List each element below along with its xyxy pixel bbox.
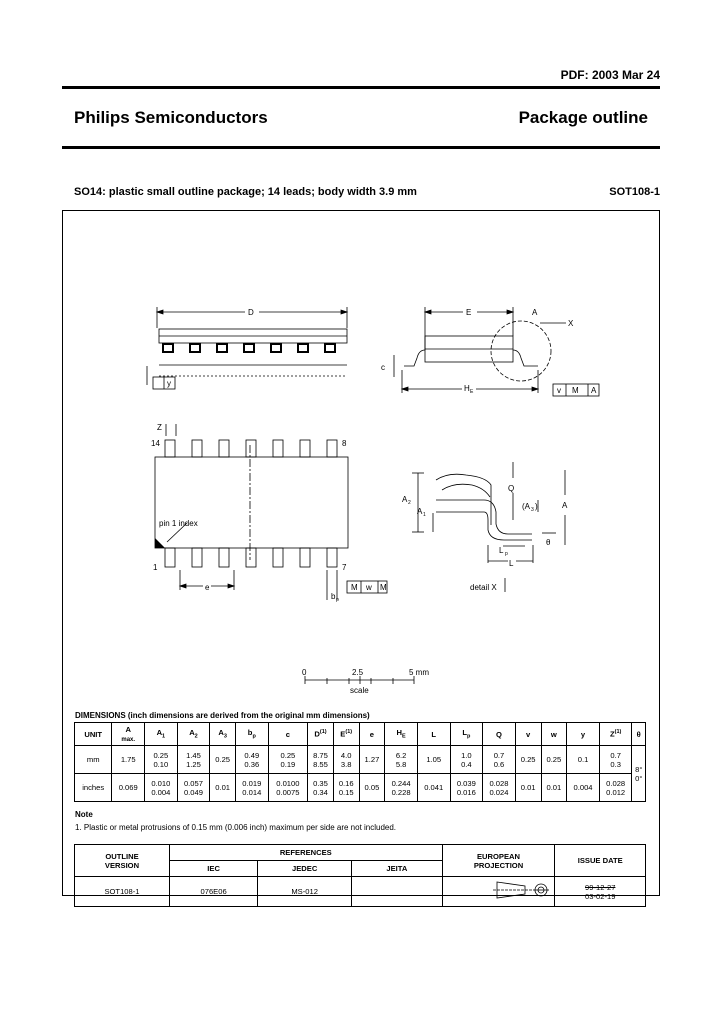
dim-cell: 0.49 0.36 [236,746,269,774]
label-theta-detail: θ [546,538,551,547]
dim-header-17: $Z^{(1)}$ [599,723,632,746]
dim-cell: 0.010 0.004 [145,774,178,802]
dim-cell: 0.35 0.34 [308,774,334,802]
dim-cell: 1.75 [112,746,145,774]
outline-version-value: SOT108-1 [75,877,170,907]
label-a1-sub: 1 [423,512,426,518]
dim-row [75,746,646,774]
issue-date-new: 03-02-19 [585,891,616,901]
label-v-box: v [557,386,561,395]
dim-header-13: Q [483,723,516,746]
jeita-value [352,877,443,907]
label-q: Q [508,484,515,493]
label-c: c [381,363,385,372]
label-m-box-2: M [351,583,358,592]
label-d: D [248,308,254,317]
note-text: 1. Plastic or metal protrusions of 0.15 mm (0.006 inch) maximum per side are not included. [75,823,397,832]
dim-cell: 0.039 0.016 [450,774,483,802]
jedec-value: MS-012 [258,877,352,907]
dim-cell: 0.028 0.012 [599,774,632,802]
dim-cell: 0.01 [515,774,541,802]
detail-x [412,462,565,592]
dim-header-8: $E^{(1)}$ [333,723,359,746]
dim-cell: 0.1 [567,746,600,774]
label-pin1: 1 [153,563,158,572]
dim-cell: 0.069 [112,774,145,802]
label-detail-x: detail X [470,583,497,592]
dim-cell: 0.004 [567,774,600,802]
dim-header-15: w [541,723,567,746]
dim-header-1: A max. [112,723,145,746]
dim-header-3: $A_2$ [177,723,210,746]
dim-cell: 0.244 0.228 [385,774,418,802]
scale-tick-0: 0 [302,668,307,677]
issue-date-cell [555,877,646,907]
label-a3-sub: 3 [531,507,534,513]
dim-header-11: L [417,723,450,746]
label-pin8: 8 [342,439,347,448]
label-a-box: A [591,386,597,395]
dim-cell: 0.0100 0.0075 [268,774,308,802]
dim-header-10: $H_E$ [385,723,418,746]
note-heading: Note [75,810,93,819]
theta-cell [632,746,646,802]
dimensions-table [74,722,646,802]
dim-cell: 0.01 [541,774,567,802]
dim-cell: 0.041 [417,774,450,802]
label-m-box: M [572,386,579,395]
label-pin7: 7 [342,563,347,572]
company-name: Philips Semiconductors [74,108,268,127]
label-a-end: A [532,308,538,317]
dim-cell: 1.27 [359,746,385,774]
label-bp-sub: p [336,597,339,603]
package-code: SOT108-1 [609,186,660,198]
pdf-date: PDF: 2003 Mar 24 [560,68,660,82]
dim-cell: 0.05 [359,774,385,802]
dim-header-16: y [567,723,600,746]
iec-value: 076E06 [169,877,257,907]
issue-date-header: ISSUE DATE [555,845,646,877]
label-e-pitch: e [205,583,210,592]
dim-cell: inches [75,774,112,802]
dim-header-12: $L_p$ [450,723,483,746]
label-pin14: 14 [151,439,160,448]
iec-header: IEC [169,861,257,877]
issue-date-old: 99-12-27 [585,882,616,892]
dim-cell: 0.25 0.10 [145,746,178,774]
label-a2: A [402,495,408,504]
dim-cell: 0.01 [210,774,236,802]
dim-cell: 0.057 0.049 [177,774,210,802]
dim-header-2: $A_1$ [145,723,178,746]
dim-cell: 0.25 0.19 [268,746,308,774]
label-e: E [466,308,472,317]
label-y: y [167,379,171,388]
scale-bar [305,676,414,684]
label-a3-close: ) [535,502,538,511]
dim-cell: 1.45 1.25 [177,746,210,774]
scale-label: scale [350,686,369,695]
dim-row [75,774,646,802]
dim-cell: 0.7 0.6 [483,746,516,774]
dim-header-14: v [515,723,541,746]
top-view [155,424,387,600]
dimensions-title: DIMENSIONS (inch dimensions are derived from the original mm dimensions) [75,711,370,720]
outline-version-header: OUTLINE VERSION [75,845,170,877]
label-a2-sub: 2 [408,500,411,506]
dim-cell: 0.25 [515,746,541,774]
label-lp-sub: p [505,551,508,557]
label-a1: A [417,507,423,516]
dim-header-4: $A_3$ [210,723,236,746]
label-a3: (A [522,502,530,511]
dim-header-7: $D^{(1)}$ [308,723,334,746]
label-l: L [509,559,514,568]
dim-header-9: e [359,723,385,746]
dim-header-5: $b_p$ [236,723,269,746]
dim-cell: 8.75 8.55 [308,746,334,774]
label-he-sub: E [470,389,474,395]
document-type: Package outline [518,108,648,127]
references-header: REFERENCES [169,845,442,861]
jedec-header: JEDEC [258,861,352,877]
dim-cell: 4.0 3.8 [333,746,359,774]
label-he: H [464,384,470,393]
dim-cell: 0.25 [210,746,236,774]
dim-cell: 1.0 0.4 [450,746,483,774]
theta-max: 8° [635,764,643,774]
label-x: X [568,319,574,328]
dim-cell: 0.25 [541,746,567,774]
label-z: Z [157,423,162,432]
projection-header: EUROPEAN PROJECTION [442,845,555,877]
dim-cell: 6.2 5.8 [385,746,418,774]
package-title: SO14: plastic small outline package; 14 leads; body width 3.9 mm [74,186,417,198]
label-m-box-3: M [380,583,387,592]
label-lp: L [499,546,504,555]
label-w-box: w [366,583,372,592]
dim-cell: mm [75,746,112,774]
theta-min: 0° [635,773,643,783]
dim-header-18: θ [632,723,646,746]
references-table [74,844,646,907]
label-bp: b [331,592,336,601]
dim-header-0: UNIT [75,723,112,746]
projection-cell [442,877,555,907]
scale-tick-5mm: 5 mm [409,668,429,677]
label-a-detail: A [562,501,568,510]
dim-cell: 0.7 0.3 [599,746,632,774]
side-view [147,307,347,389]
jeita-header: JEITA [352,861,443,877]
dim-header-6: c [268,723,308,746]
dim-cell: 0.028 0.024 [483,774,516,802]
scale-tick-2-5: 2.5 [352,668,364,677]
label-pin1-index: pin 1 index [159,519,198,528]
dim-cell: 0.019 0.014 [236,774,269,802]
dim-cell: 1.05 [417,746,450,774]
dim-cell: 0.16 0.15 [333,774,359,802]
